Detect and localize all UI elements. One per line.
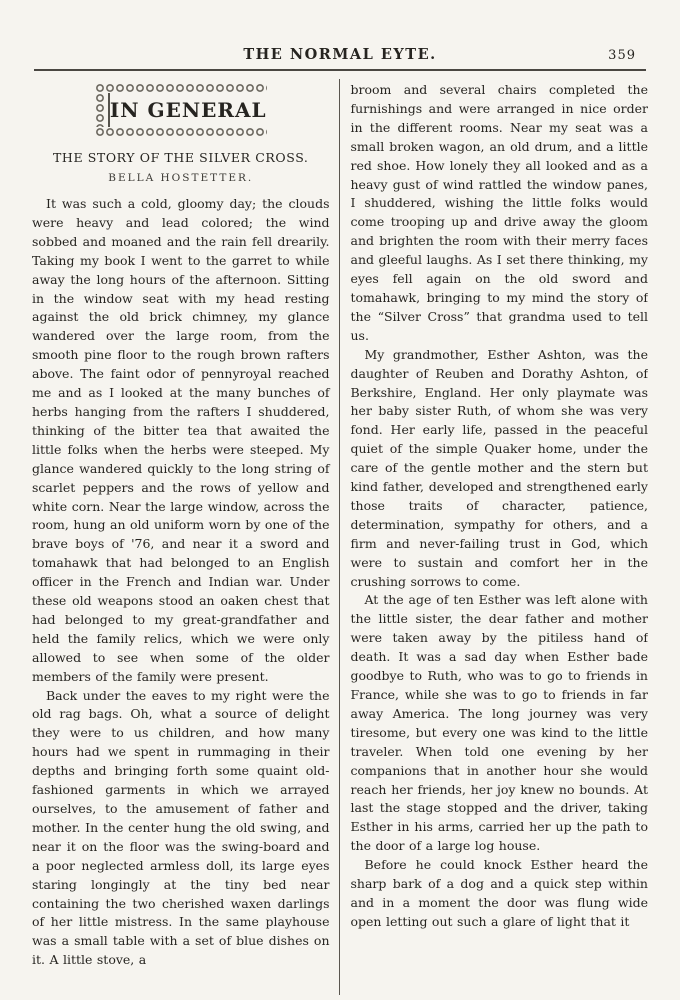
journal-title: THE NORMAL EYTE. bbox=[243, 46, 437, 63]
masthead-ornament-bottom bbox=[95, 127, 267, 137]
two-column-body bbox=[32, 79, 648, 995]
paragraph: Back under the eaves to my right were the old rag bags. Oh, what a source of delight they were to us children, and how many hours had we spent in rummaging in their depths and bringing forth some quaint old-fashioned garments in which we arrayed ourselves, to the amusement of father and mother. In the center hung the old swing, and near it on the floor was the swing-board and a poor neglected armless doll, its large eyes staring longingly at the tiny bed near containing the two cherished waxen darlings of her little mistress. In the same playhouse was a small table with a set of blue dishes on it. A little stove, a bbox=[32, 687, 330, 968]
paragraph: At the age of ten Esther was left alone with the little sister, the dear father and mother were taken away by the pitiless hand of death. It was a sad day when Esther bade goodbye to Ruth, who was to go to friends in France, while she was to go to friends in far away America. The long journey was very tiresome, but every one was kind to the little traveler. When told one evening by her companions that in another hour she would reach her friends, her joy knew no bounds. At last the stage stopped and the driver, taking Esther in his arms, carried her up the path to the door of a large log house. bbox=[350, 592, 648, 854]
masthead-row bbox=[95, 93, 267, 127]
right-column-text bbox=[351, 81, 649, 932]
paragraph: It was such a cold, gloomy day; the clouds were heavy and lead colored; the wind sobbed and moaned and the rain fell drearily. Taking my book I went to the garret to while away the long hours of the afternoon. Sitting in the window seat with my head resting against the old brick chimney, my glance wandered over the large room, from the smooth pine floor to the rough brown rafters above. The faint odor of pennyroyal reached me and as I looked at the many bunches of herbs hanging from the rafters I shuddered, thinking of the bitter tea that awaited the little folks when the herbs were steeped. My glance wandered quickly to the long string of scarlet peppers and the rows of yellow and white corn. Near the large window, across the room, hung an old uniform worn by one of the brave boys of '76, and near it a sword and tomahawk that had belonged to an English officer in the French and Indian war. Under these old weapons stood an oaken chest that had belonged to my great-grandfather and held the family relics, which we were only allowed to see when some of the older members of the family were present. bbox=[32, 196, 330, 684]
masthead bbox=[95, 83, 267, 137]
article-title: THE STORY OF THE SILVER CROSS. bbox=[53, 150, 309, 165]
left-column-text bbox=[32, 195, 330, 970]
article-byline: BELLA HOSTETTER. bbox=[108, 172, 254, 184]
paragraph: My grandmother, Esther Ashton, was the daughter of Reuben and Dorathy Ashton, of Berkshire, England. Her only playmate was her baby sister Ruth, of whom she was very fond. Her early life, passed in the peaceful quiet of the simple Quaker home, under the care of the gentle mother and the stern but kind father, developed and strengthened early those traits of character, patience, determination, sympathy for others, and a firm and never-failing trust in God, which were to sustain and comfort her in the crushing sorrows to come. bbox=[350, 346, 648, 589]
section-title: IN GENERAL bbox=[108, 93, 267, 127]
right-column bbox=[340, 79, 649, 995]
paragraph: broom and several chairs completed the furnishings and were arranged in nice order in the different rooms. Near my seat was a small broken wagon, an old drum, and a little red shoe. How lonely they all looked and as a heavy gust of wind rattled the window panes, I shuddered, wishing the little folks would come trooping up and drive away the gloom and brighten the room with their merry faces and gleeful laughs. As I set there thinking, my eyes fell again on the old sword and tomahawk, bringing to my mind the story of the “Silver Cross” that grandma used to tell us. bbox=[350, 82, 648, 343]
left-column bbox=[32, 79, 339, 995]
masthead-ornament-left bbox=[95, 93, 105, 127]
page-number: 359 bbox=[608, 48, 636, 63]
page-header bbox=[34, 0, 646, 71]
masthead-ornament-top bbox=[95, 83, 267, 93]
paragraph: Before he could knock Esther heard the sharp bark of a dog and a quick step within and in a moment the door was flung wide open letting out such a glare of light that it bbox=[350, 857, 648, 929]
